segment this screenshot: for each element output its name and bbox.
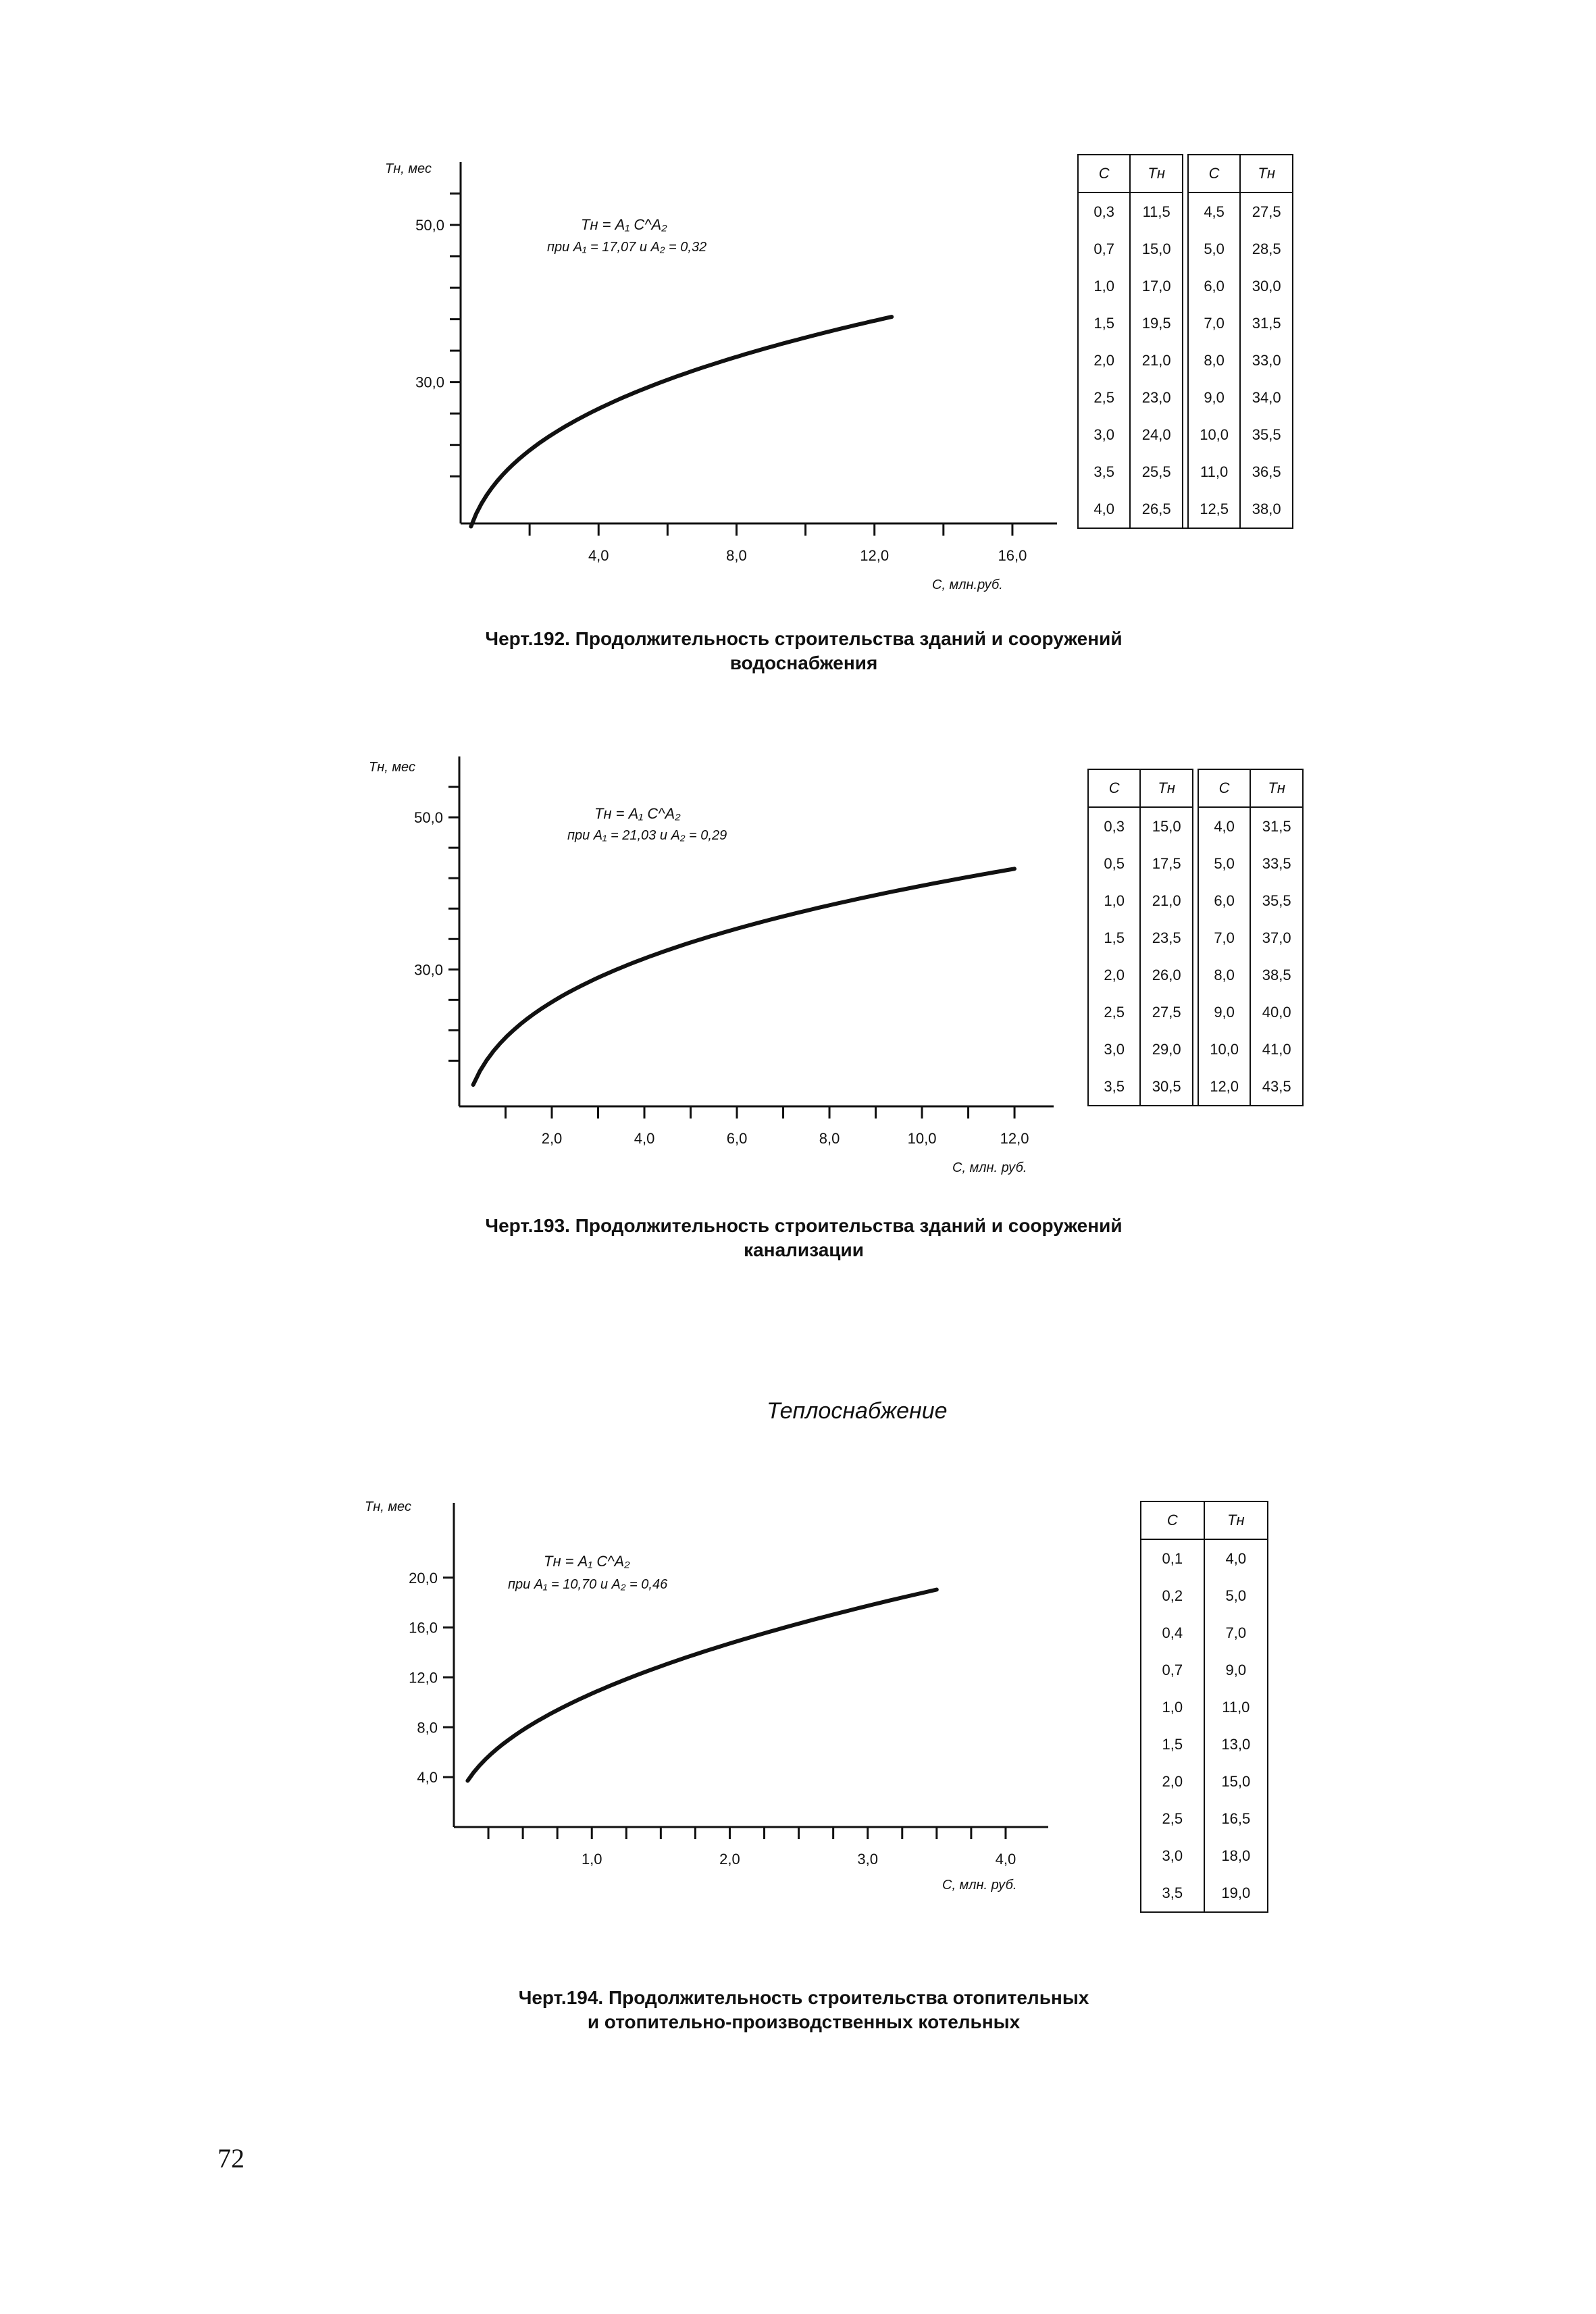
caption-line: и отопительно-производственных котельных xyxy=(587,2011,1021,2032)
chart-193-caption xyxy=(338,1214,1270,1262)
table-gap xyxy=(1183,230,1188,267)
table-row xyxy=(1141,1800,1268,1837)
table-gap xyxy=(1183,342,1188,379)
table-header: Тн xyxy=(1250,769,1303,807)
table-header: C xyxy=(1088,769,1140,807)
table-cell: 1,5 xyxy=(1141,1726,1204,1763)
table-cell: 27,5 xyxy=(1140,994,1193,1031)
table-cell: 3,5 xyxy=(1141,1874,1204,1912)
table-row xyxy=(1088,845,1303,882)
table-row xyxy=(1078,342,1293,379)
caption-line: водоснабжения xyxy=(729,652,878,673)
chart-192-xticks xyxy=(530,523,1027,564)
table-cell: 1,0 xyxy=(1141,1689,1204,1726)
table-cell: 31,5 xyxy=(1240,305,1293,342)
table-cell: 19,0 xyxy=(1204,1874,1268,1912)
table-cell: 33,5 xyxy=(1250,845,1303,882)
table-row xyxy=(1141,1726,1268,1763)
table-cell: 12,5 xyxy=(1188,490,1241,528)
table-gap xyxy=(1193,807,1198,845)
table-row xyxy=(1078,416,1293,453)
table-row xyxy=(1078,230,1293,267)
table-gap xyxy=(1183,416,1188,453)
table-cell: 0,5 xyxy=(1088,845,1140,882)
chart-193-formula-line1: Тн = A₁ C^A₂ xyxy=(594,805,681,822)
table-gap xyxy=(1193,882,1198,919)
table-cell: 0,7 xyxy=(1141,1651,1204,1689)
chart-192-formula-line1: Тн = A₁ C^A₂ xyxy=(581,216,667,233)
table-row xyxy=(1078,453,1293,490)
table-gap xyxy=(1183,267,1188,305)
y-tick-label: 50,0 xyxy=(414,809,443,827)
table-cell: 2,0 xyxy=(1088,956,1140,994)
table-cell: 29,0 xyxy=(1140,1031,1193,1068)
table-gap xyxy=(1183,305,1188,342)
chart-192-table-body xyxy=(1078,192,1293,528)
table-cell: 15,0 xyxy=(1140,807,1193,845)
table-cell: 16,5 xyxy=(1204,1800,1268,1837)
table-cell: 2,0 xyxy=(1141,1763,1204,1800)
caption-line: канализации xyxy=(744,1239,864,1260)
table-cell: 35,5 xyxy=(1240,416,1293,453)
table-cell: 2,5 xyxy=(1078,379,1130,416)
chart-194-yticks xyxy=(409,1570,454,1786)
table-gap xyxy=(1193,845,1198,882)
table-cell: 17,0 xyxy=(1130,267,1183,305)
table-cell: 24,0 xyxy=(1130,416,1183,453)
x-tick-label: 12,0 xyxy=(860,547,890,564)
table-row xyxy=(1078,305,1293,342)
chart-192 xyxy=(365,149,1074,608)
chart-194-formula-line1: Тн = A₁ C^A₂ xyxy=(544,1553,630,1570)
x-tick-label: 16,0 xyxy=(998,547,1027,564)
table-cell: 23,5 xyxy=(1140,919,1193,956)
chart-192-xlabel: C, млн.руб. xyxy=(932,577,1003,592)
table-cell: 2,5 xyxy=(1088,994,1140,1031)
table-cell: 38,0 xyxy=(1240,490,1293,528)
chart-192-curve xyxy=(471,317,892,526)
table-header: Тн xyxy=(1130,155,1183,192)
table-cell: 10,0 xyxy=(1198,1031,1251,1068)
table-cell: 26,5 xyxy=(1130,490,1183,528)
table-cell: 12,0 xyxy=(1198,1068,1251,1106)
chart-194-table xyxy=(1140,1501,1268,1913)
x-tick-label: 4,0 xyxy=(588,547,609,564)
table-row xyxy=(1141,1763,1268,1800)
caption-line: Черт.192. Продолжительность строительства зданий и сооружений xyxy=(485,628,1123,649)
table-cell: 15,0 xyxy=(1130,230,1183,267)
table-cell: 0,7 xyxy=(1078,230,1130,267)
table-cell: 3,5 xyxy=(1088,1068,1140,1106)
table-cell: 15,0 xyxy=(1204,1763,1268,1800)
x-tick-label: 4,0 xyxy=(634,1130,655,1147)
table-cell: 3,0 xyxy=(1141,1837,1204,1874)
caption-line: Черт.194. Продолжительность строительства отопительных xyxy=(518,1987,1089,2008)
table-cell: 21,0 xyxy=(1130,342,1183,379)
table-cell: 11,0 xyxy=(1188,453,1241,490)
table-row xyxy=(1141,1651,1268,1689)
table-cell: 1,0 xyxy=(1088,882,1140,919)
table-cell: 9,0 xyxy=(1198,994,1251,1031)
table-cell: 3,5 xyxy=(1078,453,1130,490)
x-tick-label: 6,0 xyxy=(726,1130,748,1147)
x-tick-label: 3,0 xyxy=(857,1851,879,1868)
chart-194-formula-line2: при A₁ = 10,70 и A₂ = 0,46 xyxy=(508,1577,668,1592)
y-tick-label: 30,0 xyxy=(414,961,443,979)
table-gap xyxy=(1183,379,1188,416)
table-row xyxy=(1088,919,1303,956)
table-cell: 9,0 xyxy=(1204,1651,1268,1689)
page-number: 72 xyxy=(217,2143,244,2174)
table-cell: 19,5 xyxy=(1130,305,1183,342)
table-cell: 43,5 xyxy=(1250,1068,1303,1106)
table-gap xyxy=(1183,192,1188,230)
table-cell: 4,0 xyxy=(1198,807,1251,845)
chart-193-xlabel: C, млн. руб. xyxy=(952,1160,1027,1175)
table-cell: 7,0 xyxy=(1204,1614,1268,1651)
table-gap xyxy=(1193,994,1198,1031)
x-tick-label: 10,0 xyxy=(907,1130,937,1147)
table-cell: 38,5 xyxy=(1250,956,1303,994)
table-cell: 9,0 xyxy=(1188,379,1241,416)
table-header: C xyxy=(1188,155,1241,192)
table-cell: 0,1 xyxy=(1141,1539,1204,1577)
y-tick-label: 20,0 xyxy=(409,1569,438,1587)
y-tick-label: 4,0 xyxy=(417,1769,438,1786)
y-tick-label: 8,0 xyxy=(417,1719,438,1737)
table-cell: 23,0 xyxy=(1130,379,1183,416)
table-row xyxy=(1141,1614,1268,1651)
y-tick-label: 30,0 xyxy=(415,374,444,391)
chart-194-xticks xyxy=(488,1827,1016,1868)
x-tick-label: 2,0 xyxy=(541,1130,563,1147)
chart-193-ylabel: Тн, мес xyxy=(369,760,415,775)
table-cell: 7,0 xyxy=(1188,305,1241,342)
table-gap xyxy=(1193,919,1198,956)
table-cell: 4,0 xyxy=(1204,1539,1268,1577)
table-row xyxy=(1141,1689,1268,1726)
table-cell: 21,0 xyxy=(1140,882,1193,919)
table-row xyxy=(1078,490,1293,528)
table-row xyxy=(1078,192,1293,230)
table-cell: 18,0 xyxy=(1204,1837,1268,1874)
table-gap xyxy=(1193,1068,1198,1106)
table-cell: 4,5 xyxy=(1188,192,1241,230)
table-cell: 2,0 xyxy=(1078,342,1130,379)
table-cell: 13,0 xyxy=(1204,1726,1268,1763)
table-row xyxy=(1088,882,1303,919)
chart-194-ylabel: Тн, мес xyxy=(365,1499,411,1514)
table-cell: 5,0 xyxy=(1188,230,1241,267)
x-tick-label: 1,0 xyxy=(581,1851,602,1868)
table-cell: 34,0 xyxy=(1240,379,1293,416)
table-cell: 1,5 xyxy=(1088,919,1140,956)
caption-line: Черт.193. Продолжительность строительства зданий и сооружений xyxy=(485,1215,1123,1236)
y-tick-label: 12,0 xyxy=(409,1669,438,1687)
chart-194-caption xyxy=(338,1986,1270,2034)
table-cell: 0,2 xyxy=(1141,1577,1204,1614)
table-header: C xyxy=(1141,1501,1204,1539)
table-cell: 2,5 xyxy=(1141,1800,1204,1837)
table-cell: 8,0 xyxy=(1188,342,1241,379)
table-cell: 36,5 xyxy=(1240,453,1293,490)
chart-193-table xyxy=(1087,769,1304,1106)
chart-192-formula-line2: при A₁ = 17,07 и A₂ = 0,32 xyxy=(547,240,707,255)
chart-194-xlabel: C, млн. руб. xyxy=(942,1878,1017,1893)
table-row xyxy=(1078,379,1293,416)
table-cell: 4,0 xyxy=(1078,490,1130,528)
table-cell: 26,0 xyxy=(1140,956,1193,994)
table-cell: 27,5 xyxy=(1240,192,1293,230)
table-cell: 0,3 xyxy=(1078,192,1130,230)
table-cell: 10,0 xyxy=(1188,416,1241,453)
chart-193 xyxy=(358,750,1081,1195)
chart-193-yticks xyxy=(414,787,459,1060)
chart-192-table xyxy=(1077,154,1293,529)
table-cell: 30,0 xyxy=(1240,267,1293,305)
table-cell: 8,0 xyxy=(1198,956,1251,994)
table-row xyxy=(1088,1068,1303,1106)
table-gap xyxy=(1193,1031,1198,1068)
y-tick-label: 50,0 xyxy=(415,217,444,234)
table-cell: 0,4 xyxy=(1141,1614,1204,1651)
table-cell: 5,0 xyxy=(1198,845,1251,882)
table-cell: 1,5 xyxy=(1078,305,1130,342)
x-tick-label: 8,0 xyxy=(819,1130,840,1147)
table-row xyxy=(1141,1577,1268,1614)
table-gap xyxy=(1193,956,1198,994)
table-cell: 17,5 xyxy=(1140,845,1193,882)
table-cell: 3,0 xyxy=(1078,416,1130,453)
chart-192-yticks xyxy=(415,194,461,477)
table-cell: 41,0 xyxy=(1250,1031,1303,1068)
table-row xyxy=(1141,1539,1268,1577)
x-tick-label: 12,0 xyxy=(1000,1130,1029,1147)
table-row xyxy=(1088,1031,1303,1068)
table-cell: 35,5 xyxy=(1250,882,1303,919)
table-header: Тн xyxy=(1140,769,1193,807)
x-tick-label: 2,0 xyxy=(719,1851,740,1868)
table-cell: 31,5 xyxy=(1250,807,1303,845)
table-cell: 6,0 xyxy=(1188,267,1241,305)
table-cell: 37,0 xyxy=(1250,919,1303,956)
section-title: Теплоснабжение xyxy=(767,1398,948,1424)
table-cell: 5,0 xyxy=(1204,1577,1268,1614)
table-gap xyxy=(1183,453,1188,490)
table-gap xyxy=(1183,490,1188,528)
chart-193-curve xyxy=(473,869,1014,1085)
chart-193-formula-line2: при A₁ = 21,03 и A₂ = 0,29 xyxy=(567,828,727,843)
table-cell: 6,0 xyxy=(1198,882,1251,919)
table-header: Тн xyxy=(1204,1501,1268,1539)
table-cell: 30,5 xyxy=(1140,1068,1193,1106)
table-header: C xyxy=(1078,155,1130,192)
table-cell: 0,3 xyxy=(1088,807,1140,845)
chart-194-curve xyxy=(467,1590,936,1781)
table-cell: 11,0 xyxy=(1204,1689,1268,1726)
chart-194 xyxy=(358,1496,1081,1915)
chart-193-xticks xyxy=(506,1106,1029,1147)
table-cell: 33,0 xyxy=(1240,342,1293,379)
y-tick-label: 16,0 xyxy=(409,1619,438,1637)
table-cell: 1,0 xyxy=(1078,267,1130,305)
table-cell: 11,5 xyxy=(1130,192,1183,230)
chart-193-table-body xyxy=(1088,807,1303,1106)
x-tick-label: 8,0 xyxy=(726,547,747,564)
table-cell: 3,0 xyxy=(1088,1031,1140,1068)
table-header: Тн xyxy=(1240,155,1293,192)
x-tick-label: 4,0 xyxy=(995,1851,1016,1868)
chart-192-ylabel: Тн, мес xyxy=(385,161,432,176)
table-cell: 25,5 xyxy=(1130,453,1183,490)
table-row xyxy=(1088,994,1303,1031)
table-row xyxy=(1141,1837,1268,1874)
chart-192-caption xyxy=(338,627,1270,675)
chart-194-table-body xyxy=(1141,1539,1268,1912)
table-row xyxy=(1141,1874,1268,1912)
table-header: C xyxy=(1198,769,1251,807)
table-cell: 28,5 xyxy=(1240,230,1293,267)
table-row xyxy=(1078,267,1293,305)
table-row xyxy=(1088,807,1303,845)
table-cell: 7,0 xyxy=(1198,919,1251,956)
table-cell: 40,0 xyxy=(1250,994,1303,1031)
table-row xyxy=(1088,956,1303,994)
